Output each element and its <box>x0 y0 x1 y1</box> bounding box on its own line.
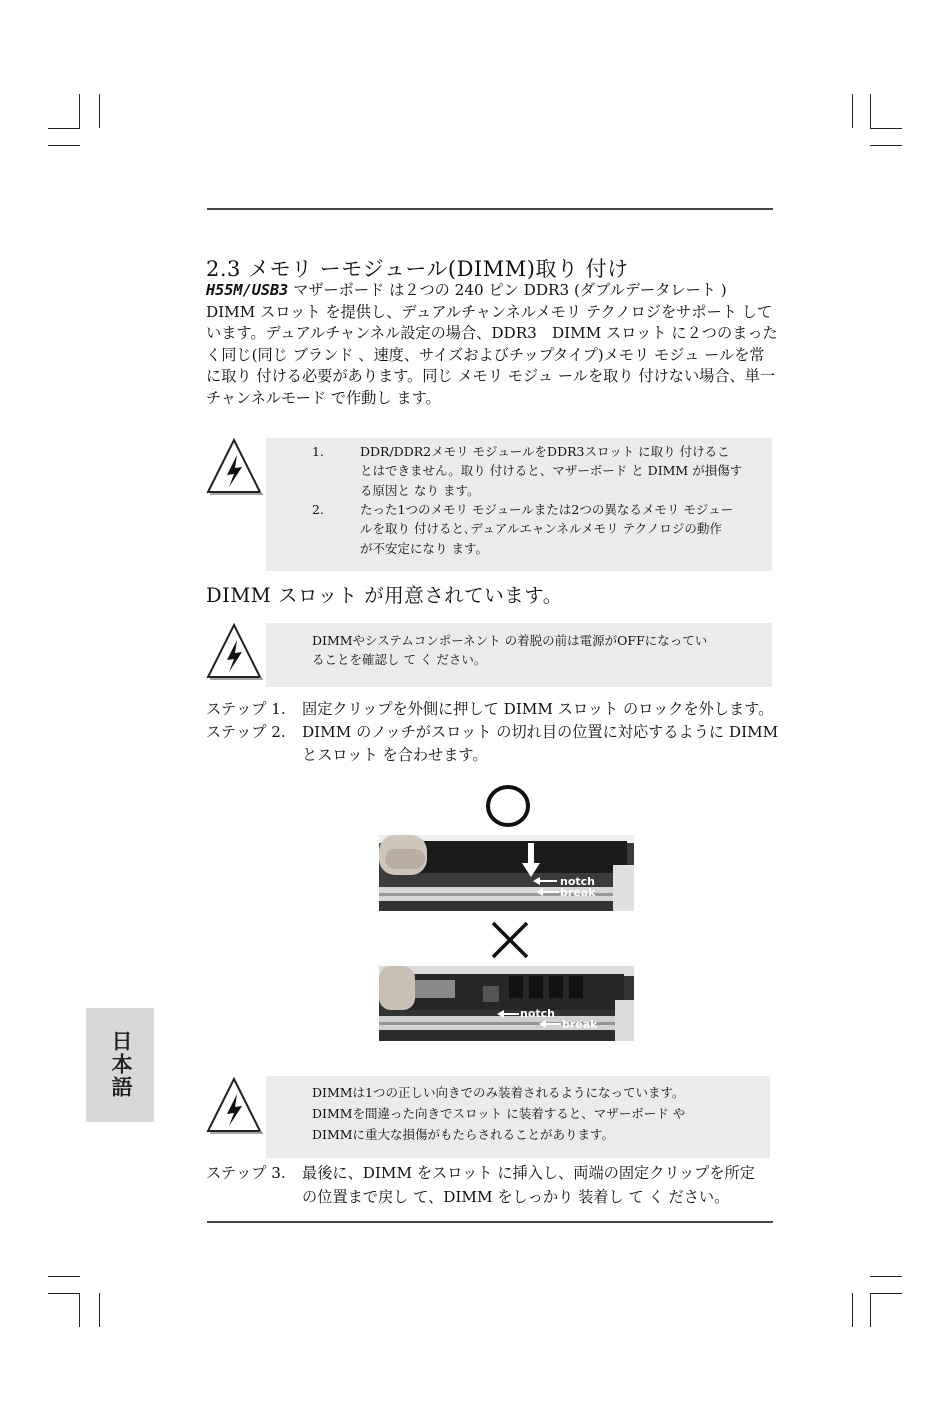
note-line: が不安定になり ます。 <box>360 540 488 556</box>
dimm-correct-illustration <box>379 835 634 911</box>
step1-label: ステップ 1. <box>206 700 286 718</box>
note-line: DDR/DDR2メモリ モジュールをDDR3スロット に取り 付けるこ <box>360 444 730 459</box>
note-line: DIMMに重大な損傷がもたらされることがあります。 <box>312 1127 615 1142</box>
step2-line: DIMM のノッチがスロット の切れ目の位置に対応するように DIMM <box>302 723 779 741</box>
dimm-correct-photo <box>379 835 634 911</box>
intro-line: います。デュアルチャンネル設定の場合、DDR3 DIMM スロット に２つのまった <box>206 324 778 343</box>
break-label: break <box>562 1018 598 1031</box>
step3-label: ステップ 3. <box>206 1164 286 1182</box>
section-title: 2.3 メモリ ーモジュール(DIMM)取り 付け <box>206 257 629 281</box>
bottom-rule <box>207 1221 773 1223</box>
intro-line: DIMM スロット を提供し、デュアルチャンネルメモリ テクノロジをサポート して <box>206 302 773 321</box>
note-line: る原因と なり ます。 <box>360 482 480 498</box>
note-line: DIMMを間違った向きでスロット に装着すると、マザーボード や <box>312 1106 686 1121</box>
warning-icon <box>203 622 263 682</box>
subheading: DIMM スロット が用意されています。 <box>206 584 563 607</box>
step2-label: ステップ 2. <box>206 723 286 741</box>
notch-label: notch <box>560 875 595 888</box>
intro-line: マザーボード は２つの 240 ピン DDR3 (ダブルデータレート ) <box>288 281 727 299</box>
dimm-wrong-photo <box>379 966 634 1041</box>
step3-line: の位置まで戻し て、DIMM をしっかり 装着し て く ださい。 <box>302 1188 730 1206</box>
break-label: break <box>560 886 596 899</box>
step3-line: 最後に、DIMM をスロット に挿入し、両端の固定クリップを所定 <box>302 1164 755 1182</box>
note-line: DIMMやシステムコンポーネント の着脱の前は電源がOFFになってい <box>312 633 708 648</box>
intro-line: チャンネルモード で作動し ます。 <box>206 388 441 407</box>
note-line: とはできません。取り 付けると、マザーボード と DIMM が損傷す <box>360 463 743 479</box>
warning-box-1 <box>266 438 772 571</box>
top-rule <box>207 208 773 210</box>
warning-icon <box>203 1076 263 1136</box>
language-tab <box>86 1008 154 1122</box>
note-line: たった1つのメモリ モジュールまたは2つの異なるメモリ モジュー <box>360 502 734 517</box>
correct-circle-icon <box>484 783 532 829</box>
notch-label: notch <box>520 1007 555 1020</box>
step2-line: とスロット を合わせます。 <box>302 746 488 764</box>
note-line: ルを取り 付けると､デュアルエャンネルメモリ テクノロジの動作 <box>360 521 722 537</box>
note-line: DIMMは1つの正しい向きでのみ装着されるようになっています。 <box>312 1085 685 1100</box>
model-name: H55M/USB3 <box>206 281 289 299</box>
step1-text: 固定クリップを外側に押して DIMM スロット のロックを外します。 <box>302 700 774 718</box>
wrong-cross-icon <box>489 920 531 960</box>
intro-paragraph <box>206 280 778 410</box>
intro-line: く同じ(同じ ブランド 、速度、サイズおよびチップタイプ)メモリ モジュ ールを常 <box>206 345 765 364</box>
note-number: 1. <box>312 444 324 459</box>
warning-icon <box>203 437 263 497</box>
note-line: ることを確認し て く ださい。 <box>312 652 487 668</box>
intro-line: に取り 付ける必要があります。同じ メモリ モジュ ールを取り 付けない場合、単一 <box>206 367 776 386</box>
note-number: 2. <box>312 502 324 517</box>
dimm-wrong-illustration <box>379 966 634 1041</box>
warning-box-2 <box>266 623 772 687</box>
warning-box-3 <box>266 1076 770 1158</box>
language-tab-label: 日本語 <box>109 1030 133 1099</box>
